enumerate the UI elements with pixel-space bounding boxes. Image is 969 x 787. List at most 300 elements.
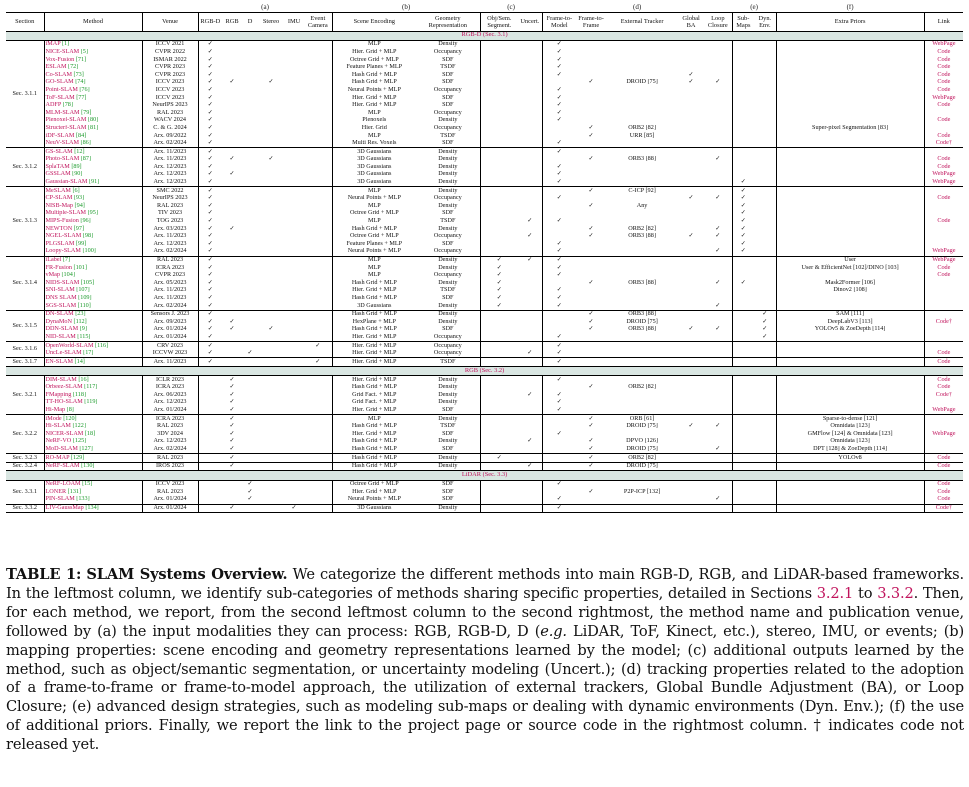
prior-cell bbox=[776, 102, 924, 110]
link-cell[interactable] bbox=[924, 342, 963, 350]
rgbd-check-cell: ✓ bbox=[207, 186, 213, 194]
method-name-link[interactable]: Loopy-SLAM bbox=[45, 248, 81, 255]
table-row bbox=[6, 202, 963, 210]
link-cell[interactable]: Code bbox=[937, 480, 951, 488]
method-name-link[interactable]: GS-SLAM bbox=[45, 147, 73, 155]
method-name-link[interactable]: PLGSLAM bbox=[45, 240, 75, 247]
ext-cell bbox=[606, 195, 678, 203]
ext-cell bbox=[606, 210, 678, 218]
link-cell[interactable]: Code† bbox=[924, 140, 963, 148]
method-name-link[interactable]: iLabel bbox=[45, 256, 62, 263]
method-citation[interactable]: [95] bbox=[87, 210, 98, 217]
method-name-link[interactable]: Vox-Fusion bbox=[45, 56, 75, 63]
method-citation[interactable]: [98] bbox=[82, 232, 94, 240]
ext-cell bbox=[606, 109, 678, 117]
method-citation[interactable]: [71] bbox=[75, 56, 87, 63]
loop-check-cell bbox=[704, 438, 732, 446]
prior-cell bbox=[776, 504, 924, 513]
link-cell[interactable] bbox=[924, 310, 963, 318]
f2m-check-cell bbox=[542, 446, 576, 454]
method-name-link[interactable]: SNI-SLAM bbox=[45, 286, 75, 294]
sub-check-cell bbox=[732, 87, 754, 95]
link-cell[interactable]: Code bbox=[924, 454, 963, 463]
geo-cell: Density bbox=[416, 163, 480, 171]
imu-check-cell: ✓ bbox=[284, 504, 304, 513]
f2f-check-cell bbox=[576, 256, 606, 264]
link-cell[interactable] bbox=[924, 302, 963, 310]
f2m-check-cell: ✓ bbox=[556, 294, 562, 301]
caption-section-ref-2[interactable]: 3.3.2 bbox=[877, 584, 914, 602]
imu-check-cell bbox=[284, 148, 304, 156]
link-cell[interactable]: Code bbox=[937, 56, 951, 63]
method-citation[interactable]: [23] bbox=[75, 310, 86, 318]
unc-check-cell bbox=[518, 148, 542, 156]
method-name-link[interactable]: DN-SLAM bbox=[45, 310, 74, 318]
method-name-link[interactable]: RO-MAP bbox=[45, 453, 70, 461]
method-citation[interactable]: [74] bbox=[75, 78, 86, 86]
link-cell[interactable] bbox=[924, 279, 963, 287]
link-cell[interactable]: Code bbox=[937, 86, 951, 93]
method-citation[interactable]: [14] bbox=[74, 357, 85, 365]
method-citation[interactable]: [118] bbox=[72, 391, 87, 398]
gba-check-cell bbox=[678, 415, 704, 423]
method-name-link[interactable]: NICE-SLAM bbox=[45, 48, 80, 55]
link-cell[interactable]: Code bbox=[924, 496, 963, 504]
geo-cell: SDF bbox=[416, 79, 480, 87]
method-name-link[interactable]: NGEL-SLAM bbox=[45, 232, 82, 240]
link-cell[interactable]: Code bbox=[937, 375, 951, 383]
method-citation[interactable]: [16] bbox=[78, 375, 89, 383]
method-citation[interactable]: [1] bbox=[61, 40, 70, 48]
method-cell bbox=[44, 272, 142, 280]
f2m-check-cell: ✓ bbox=[556, 86, 562, 93]
method-name-link[interactable]: Multiple-SLAM bbox=[45, 210, 87, 217]
enc-cell: Hash Grid + MLP bbox=[332, 446, 416, 454]
link-cell[interactable] bbox=[924, 287, 963, 295]
rgb-check-cell bbox=[222, 240, 242, 248]
method-citation[interactable]: [7] bbox=[62, 256, 71, 263]
method-citation[interactable]: [17] bbox=[83, 349, 94, 357]
method-citation[interactable]: [127] bbox=[79, 445, 93, 453]
method-name-link[interactable]: iMode bbox=[45, 414, 62, 422]
rgbd-check-cell: ✓ bbox=[207, 94, 213, 101]
method-citation[interactable]: [105] bbox=[80, 279, 95, 286]
group-c-label: (c) bbox=[507, 4, 515, 12]
method-name-link[interactable]: MLM-SLAM bbox=[45, 109, 80, 116]
event-check-cell bbox=[304, 64, 332, 72]
stereo-check-cell bbox=[258, 125, 284, 133]
rgb-check-cell bbox=[222, 187, 242, 195]
link-cell[interactable]: Code bbox=[924, 350, 963, 358]
method-name-link[interactable]: NEWTON bbox=[45, 225, 73, 232]
unc-check-cell bbox=[518, 87, 542, 95]
caption-text-1: We categorize the different methods into main RGB-D, RGB, and LiDAR-based frameworks. In the leftmost column, we identify sub-categories of methods sharing specific properties, detailed in Sections bbox=[6, 566, 964, 602]
column-header: Event Camera bbox=[304, 12, 332, 31]
method-name-link[interactable]: ToF-SLAM bbox=[45, 94, 75, 101]
sub-check-cell: ✓ bbox=[740, 202, 746, 209]
method-citation[interactable]: [86] bbox=[80, 139, 91, 147]
link-cell[interactable]: Code bbox=[937, 271, 951, 279]
stereo-check-cell bbox=[258, 462, 284, 471]
link-cell[interactable]: WebPage bbox=[932, 171, 956, 178]
link-cell[interactable]: Code bbox=[937, 155, 951, 163]
method-citation[interactable]: [78] bbox=[62, 101, 73, 109]
method-name-link[interactable]: Photo-SLAM bbox=[45, 155, 80, 163]
venue-cell: RAL 2023 bbox=[142, 454, 198, 463]
sub-check-cell bbox=[732, 376, 754, 384]
method-name-link[interactable]: ESLAM bbox=[45, 63, 67, 71]
seg-check-cell bbox=[480, 109, 518, 117]
event-check-cell bbox=[304, 94, 332, 102]
table-row bbox=[6, 310, 963, 318]
method-name-link[interactable]: DIM-SLAM bbox=[45, 375, 77, 383]
method-name-link[interactable]: DynaMoN bbox=[45, 318, 72, 325]
venue-cell: Arx. 11/2023 bbox=[142, 358, 198, 367]
method-name-link[interactable]: NICER-SLAM bbox=[45, 430, 84, 437]
method-citation[interactable]: [73] bbox=[73, 71, 84, 78]
f2m-check-cell: ✓ bbox=[556, 40, 562, 48]
method-citation[interactable]: [120] bbox=[63, 414, 77, 422]
geo-cell: Density bbox=[416, 415, 480, 423]
f2f-check-cell: ✓ bbox=[588, 78, 594, 86]
method-citation[interactable]: [84] bbox=[75, 132, 87, 139]
gba-check-cell bbox=[678, 179, 704, 187]
method-name-link[interactable]: LONER bbox=[45, 488, 67, 495]
link-cell[interactable]: Code bbox=[937, 264, 951, 271]
ext-cell bbox=[606, 94, 678, 102]
method-name-link[interactable]: ADFP bbox=[45, 101, 62, 109]
method-name-link[interactable]: FMapping bbox=[45, 391, 72, 398]
link-cell[interactable]: Code bbox=[937, 101, 951, 109]
method-name-link[interactable]: UncLe-SLAM bbox=[45, 349, 82, 357]
method-name-link[interactable]: TT-HO-SLAM bbox=[45, 399, 83, 406]
geo-cell: SDF bbox=[416, 430, 480, 438]
sub-check-cell bbox=[732, 302, 754, 310]
d-check-cell bbox=[242, 87, 258, 95]
method-citation[interactable]: [80] bbox=[87, 116, 99, 124]
gba-check-cell bbox=[678, 438, 704, 446]
link-cell[interactable]: Code bbox=[937, 163, 951, 170]
method-citation[interactable]: [122] bbox=[72, 422, 86, 430]
f2f-check-cell: ✓ bbox=[588, 488, 594, 495]
link-cell[interactable] bbox=[924, 233, 963, 241]
method-citation[interactable]: [116] bbox=[95, 341, 109, 349]
link-cell[interactable]: Code† bbox=[924, 504, 963, 513]
link-cell[interactable] bbox=[924, 446, 963, 454]
method-name-link[interactable]: Point-SLAM bbox=[45, 86, 78, 93]
method-citation[interactable]: [76] bbox=[79, 86, 90, 93]
method-name-link[interactable]: MeSLAM bbox=[45, 186, 71, 194]
link-cell[interactable]: Code bbox=[937, 488, 951, 495]
f2f-check-cell: ✓ bbox=[588, 438, 594, 445]
method-citation[interactable]: [119] bbox=[84, 399, 98, 406]
method-citation[interactable]: [99] bbox=[75, 240, 87, 247]
method-citation[interactable]: [112] bbox=[73, 318, 87, 325]
method-citation[interactable]: [133] bbox=[76, 496, 90, 503]
method-name-link[interactable]: Structerf-SLAM bbox=[45, 124, 87, 131]
sub-check-cell bbox=[732, 423, 754, 431]
link-cell[interactable]: Code bbox=[937, 217, 951, 225]
method-citation[interactable]: [90] bbox=[72, 171, 83, 178]
method-citation[interactable]: [131] bbox=[67, 488, 82, 495]
rgbd-check-cell: ✓ bbox=[207, 225, 213, 232]
seg-check-cell bbox=[480, 132, 518, 140]
link-cell[interactable] bbox=[924, 438, 963, 446]
geo-cell: Occupancy bbox=[416, 272, 480, 280]
method-citation[interactable]: [77] bbox=[76, 94, 87, 101]
f2f-check-cell: ✓ bbox=[588, 124, 594, 131]
imu-check-cell bbox=[284, 40, 304, 48]
method-citation[interactable]: [6] bbox=[72, 186, 80, 194]
method-citation[interactable]: [8] bbox=[66, 406, 74, 414]
link-cell[interactable] bbox=[924, 202, 963, 210]
imu-check-cell bbox=[284, 326, 304, 334]
dyn-check-cell bbox=[754, 399, 776, 407]
f2f-check-cell bbox=[576, 334, 606, 342]
link-cell[interactable]: WebPage bbox=[924, 248, 963, 256]
method-citation[interactable]: [9] bbox=[79, 325, 87, 333]
method-cell bbox=[44, 240, 142, 248]
link-cell[interactable]: Code† bbox=[935, 318, 952, 325]
f2m-check-cell bbox=[542, 310, 576, 318]
rgbd-check-cell: ✓ bbox=[207, 48, 213, 55]
method-citation[interactable]: [104] bbox=[61, 271, 75, 279]
link-cell[interactable]: WebPage bbox=[932, 40, 956, 48]
table-row bbox=[6, 279, 963, 287]
event-check-cell bbox=[304, 279, 332, 287]
table-row bbox=[6, 148, 963, 156]
method-citation[interactable]: [117] bbox=[84, 383, 98, 391]
link-cell[interactable]: Code bbox=[937, 48, 951, 55]
loop-check-cell bbox=[704, 56, 732, 64]
method-citation[interactable]: [109] bbox=[78, 294, 92, 301]
loop-check-cell bbox=[704, 264, 732, 272]
link-cell[interactable] bbox=[924, 415, 963, 423]
rgbd-check-cell: ✓ bbox=[207, 56, 213, 63]
f2f-check-cell bbox=[576, 102, 606, 110]
method-citation[interactable]: [96] bbox=[80, 217, 91, 225]
link-cell[interactable]: WebPage bbox=[924, 179, 963, 187]
method-name-link[interactable]: NIDS-SLAM bbox=[45, 279, 80, 286]
venue-cell: Arx. 11/2023 bbox=[142, 233, 198, 241]
dyn-check-cell bbox=[754, 415, 776, 423]
sub-check-cell bbox=[732, 140, 754, 148]
seg-check-cell bbox=[480, 248, 518, 256]
gba-check-cell bbox=[678, 488, 704, 496]
venue-cell: CVPR 2023 bbox=[142, 64, 198, 72]
link-cell[interactable]: Code bbox=[937, 71, 951, 78]
link-cell[interactable]: WebPage bbox=[924, 407, 963, 415]
method-name-link[interactable]: NeRF-SLAM bbox=[45, 462, 80, 470]
method-name-link[interactable]: EN-SLAM bbox=[45, 357, 73, 365]
imu-check-cell bbox=[284, 256, 304, 264]
link-cell[interactable]: Code† bbox=[935, 391, 952, 398]
link-cell[interactable]: Code bbox=[924, 358, 963, 367]
table-row bbox=[6, 350, 963, 358]
method-name-link[interactable]: Hi-Map bbox=[45, 406, 66, 414]
enc-cell: 3D Gaussians bbox=[357, 163, 392, 170]
method-citation[interactable]: [79] bbox=[81, 109, 92, 116]
geo-cell: Density bbox=[416, 256, 480, 264]
table-row bbox=[6, 264, 963, 272]
method-citation[interactable]: [93] bbox=[73, 194, 85, 202]
method-name-link[interactable]: GSSLAM bbox=[45, 171, 71, 178]
method-citation[interactable]: [87] bbox=[80, 155, 92, 163]
link-cell[interactable] bbox=[924, 334, 963, 342]
method-name-link[interactable]: Gaussian-SLAM bbox=[45, 178, 88, 186]
link-cell[interactable]: Code bbox=[937, 63, 951, 71]
method-name-link[interactable]: iMAP bbox=[45, 40, 61, 48]
method-citation[interactable]: [81] bbox=[87, 124, 99, 131]
method-name-link[interactable]: Hi-SLAM bbox=[45, 422, 71, 430]
method-name-link[interactable]: NISB-Map bbox=[45, 202, 73, 209]
venue-cell: ICRA 2023 bbox=[142, 264, 198, 272]
method-citation[interactable]: [115] bbox=[77, 333, 91, 340]
link-cell[interactable] bbox=[924, 148, 963, 156]
link-cell[interactable] bbox=[924, 125, 963, 133]
event-check-cell bbox=[304, 399, 332, 407]
f2f-check-cell bbox=[576, 117, 606, 125]
method-citation[interactable]: [94] bbox=[74, 202, 85, 209]
link-cell[interactable] bbox=[924, 423, 963, 431]
method-name-link[interactable]: iDF-SLAM bbox=[45, 132, 75, 139]
method-citation[interactable]: [91] bbox=[88, 178, 100, 186]
imu-check-cell bbox=[284, 225, 304, 233]
table-row bbox=[6, 56, 963, 64]
link-cell[interactable]: Code bbox=[937, 132, 951, 139]
method-citation[interactable]: [72] bbox=[68, 63, 79, 71]
method-name-link[interactable]: Orbeez-SLAM bbox=[45, 383, 83, 391]
method-name-link[interactable]: GO-SLAM bbox=[45, 78, 74, 86]
link-cell[interactable]: Code bbox=[937, 78, 951, 86]
unc-check-cell bbox=[518, 248, 542, 256]
method-name-link[interactable]: SplaTAM bbox=[45, 163, 70, 170]
geo-cell: SDF bbox=[416, 407, 480, 415]
dyn-check-cell bbox=[754, 94, 776, 102]
event-check-cell bbox=[304, 240, 332, 248]
method-name-link[interactable]: LIV-GaussMap bbox=[45, 504, 84, 511]
ext-cell: ORB3 [88] bbox=[628, 232, 656, 240]
prior-cell bbox=[776, 49, 924, 57]
link-cell[interactable]: Code bbox=[937, 383, 951, 391]
prior-cell bbox=[776, 148, 924, 156]
f2f-check-cell bbox=[576, 140, 606, 148]
rgb-check-cell bbox=[222, 87, 242, 95]
method-name-link[interactable]: vMap bbox=[45, 271, 60, 279]
method-citation[interactable]: [89] bbox=[71, 163, 82, 170]
table-row bbox=[6, 462, 963, 471]
method-citation[interactable]: [12] bbox=[74, 147, 85, 155]
method-cell bbox=[44, 195, 142, 203]
column-header: Method bbox=[44, 12, 142, 31]
link-cell[interactable] bbox=[924, 240, 963, 248]
link-cell[interactable]: Code bbox=[924, 462, 963, 471]
method-cell bbox=[44, 376, 142, 384]
link-cell[interactable]: WebPage bbox=[932, 430, 956, 437]
method-cell bbox=[44, 318, 142, 326]
dyn-check-cell bbox=[754, 430, 776, 438]
method-name-link[interactable]: NeRF-VO bbox=[45, 438, 72, 445]
caption-section-ref-1[interactable]: 3.2.1 bbox=[816, 584, 854, 602]
seg-check-cell bbox=[480, 488, 518, 496]
method-citation[interactable]: [107] bbox=[76, 286, 90, 294]
method-citation[interactable]: [130] bbox=[81, 462, 95, 470]
link-cell[interactable]: Code bbox=[937, 116, 951, 124]
method-name-link[interactable]: NeRF-LOAM bbox=[45, 480, 81, 488]
method-name-link[interactable]: DNS SLAM bbox=[45, 294, 77, 301]
link-cell[interactable] bbox=[924, 109, 963, 117]
rgbd-check-cell bbox=[198, 399, 222, 407]
link-cell[interactable]: WebPage bbox=[932, 256, 956, 263]
link-cell[interactable] bbox=[924, 210, 963, 218]
f2m-check-cell: ✓ bbox=[556, 109, 562, 116]
seg-check-cell bbox=[480, 156, 518, 164]
method-citation[interactable]: [101] bbox=[73, 264, 87, 271]
method-citation[interactable]: [97] bbox=[73, 225, 85, 232]
method-name-link[interactable]: FR-Fusion bbox=[45, 264, 72, 271]
link-cell[interactable] bbox=[924, 295, 963, 303]
sub-check-cell bbox=[732, 399, 754, 407]
method-citation[interactable]: [15] bbox=[82, 480, 93, 488]
method-name-link[interactable]: NeuV-SLAM bbox=[45, 139, 79, 147]
link-cell[interactable] bbox=[924, 225, 963, 233]
loop-check-cell: ✓ bbox=[704, 79, 732, 87]
link-cell[interactable] bbox=[924, 187, 963, 195]
table-row bbox=[6, 140, 963, 148]
seg-check-cell: ✓ bbox=[480, 454, 518, 463]
method-citation[interactable]: [134] bbox=[85, 504, 99, 511]
method-cell bbox=[44, 462, 142, 471]
link-cell[interactable]: WebPage bbox=[932, 94, 956, 101]
column-header-row bbox=[6, 12, 963, 31]
method-citation[interactable]: [18] bbox=[84, 430, 96, 437]
method-name-link[interactable]: MoD-SLAM bbox=[45, 445, 78, 453]
rgb-check-cell bbox=[222, 480, 242, 488]
link-cell[interactable]: Code bbox=[937, 194, 951, 202]
f2m-check-cell bbox=[542, 279, 576, 287]
enc-cell: Grid Fact. + MLP bbox=[352, 391, 397, 398]
unc-check-cell bbox=[518, 310, 542, 318]
method-citation[interactable]: [5] bbox=[80, 48, 88, 55]
d-check-cell bbox=[242, 462, 258, 471]
stereo-check-cell bbox=[258, 56, 284, 64]
method-citation[interactable]: [129] bbox=[70, 453, 85, 461]
link-cell[interactable] bbox=[924, 399, 963, 407]
method-citation[interactable]: [100] bbox=[82, 248, 96, 255]
f2f-check-cell bbox=[576, 40, 606, 48]
f2m-check-cell: ✓ bbox=[556, 341, 562, 349]
method-name-link[interactable]: PIN-SLAM bbox=[45, 496, 75, 503]
table-row bbox=[6, 195, 963, 203]
method-citation[interactable]: [110] bbox=[77, 302, 91, 309]
f2f-check-cell bbox=[576, 302, 606, 310]
ext-cell bbox=[606, 407, 678, 415]
subsection-label: Sec. 3.3.2 bbox=[6, 504, 44, 513]
method-citation[interactable]: [125] bbox=[72, 438, 87, 445]
link-cell[interactable] bbox=[924, 326, 963, 334]
method-cell bbox=[44, 79, 142, 87]
method-name-link[interactable]: OpenWorld-SLAM bbox=[45, 341, 94, 349]
method-name-link[interactable]: Plenoxel-SLAM bbox=[45, 116, 87, 124]
method-name-link[interactable]: DDN-SLAM bbox=[45, 325, 79, 333]
prior-cell bbox=[776, 358, 924, 367]
method-name-link[interactable]: CP-SLAM bbox=[45, 194, 73, 202]
method-name-link[interactable]: Co-SLAM bbox=[45, 71, 72, 78]
rgb-check-cell bbox=[222, 94, 242, 102]
method-name-link[interactable]: NID-SLAM bbox=[45, 333, 76, 340]
method-name-link[interactable]: MIPS-Fusion bbox=[45, 217, 79, 225]
method-name-link[interactable]: SGS-SLAM bbox=[45, 302, 77, 309]
